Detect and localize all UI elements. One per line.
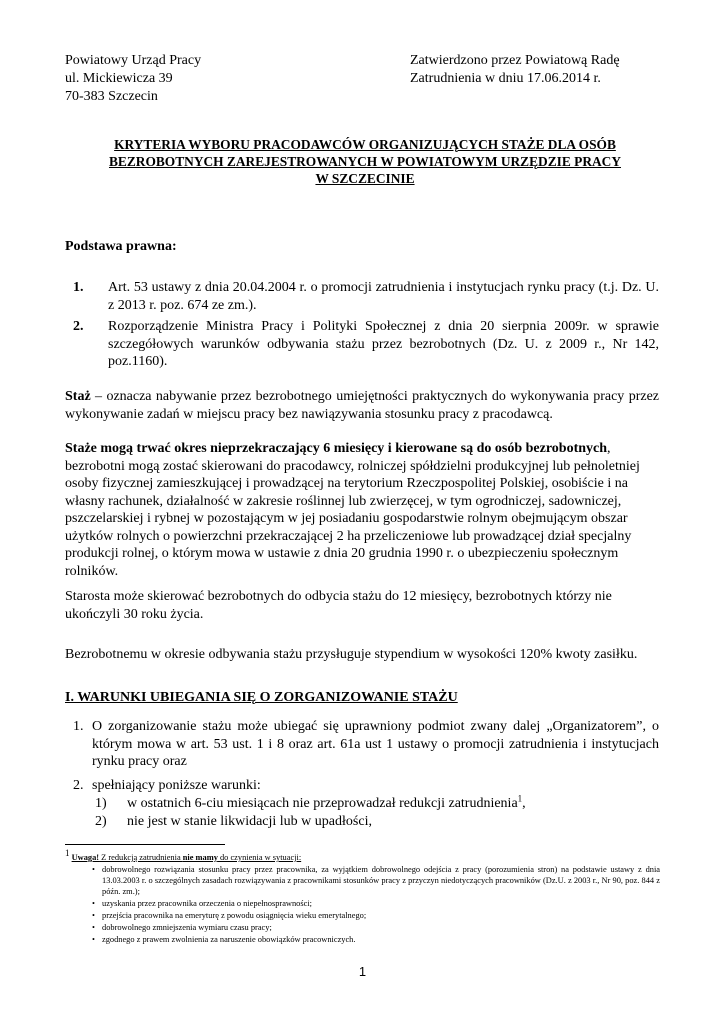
subcondition-1-comma: , [522,796,526,811]
condition-number-2: 2. [73,778,84,793]
footnote-item: • zgodnego z prawem zwolnienia za naruszenie obowiązków pracowniczych. [92,935,660,946]
duration-paragraph [65,440,659,580]
approval-line-1: Zatwierdzono przez Powiatową Radę [410,53,620,68]
definition-text: – oznacza nabywanie przez bezrobotnego umiejętności praktycznych do wykonywania pracy przez wykonywanie zadań w miejscu pracy bez nawiązywania stosunku pracy z pracodawcą. [65,389,659,422]
office-address [65,52,201,106]
footnote-list [92,865,660,947]
condition-text-2: spełniający poniższe warunki: [92,778,261,793]
footnote-item: • przejścia pracownika na emeryturę z powodu osiągnięcia wieku emerytalnego; [92,911,660,922]
footnote-head-bold: nie mamy [182,853,218,862]
legal-basis-text-2: Rozporządzenie Ministra Pracy i Polityki Społecznej z dnia 20 sierpnia 2009r. w sprawie szczegółowych warunków odbywania stażu przez bezrobotnych (Dz. U. z 2009 r., Nr 142, poz.1160). [108,319,659,369]
definition-term: Staż [65,389,91,404]
starosta-paragraph: Starosta może skierować bezrobotnych do odbycia stażu do 12 miesięcy, bezrobotnych którzy nie ukończyli 30 roku życia. [65,589,612,622]
subcondition-text-2: nie jest w stanie likwidacji lub w upadłości, [127,814,372,829]
subcondition-number-2: 2) [95,814,107,829]
footnote-item: • dobrowolnego zmniejszenia wymiaru czasu pracy; [92,923,660,934]
footnote-head-text: Z redukcją zatrudnienia [99,853,183,862]
footnote-mark: 1 [65,848,70,859]
duration-text: , bezrobotni mogą zostać skierowani do pracodawcy, rolniczej spółdzielni produkcyjnej lub pełnoletniej osoby fizycznej zamieszkującej i prowadzącej na terytorium Rzeczpospolitej Polskiej, osobiście i na własny rachunek, działalność w zakresie roślinnej lub zwierzęcej, w tym ogrodniczej, sadowniczej, pszczelarskiej i rybnej w pozostającym w jej posiadaniu gospodarstwie rolnym obejmującym obszar użytków rolnych o powierzchni przekraczającej 2 ha przeliczeniowe lub prowadzącej dział specjalny produkcji rolnej, o którym mowa w ustawie z dnia 20 grudnia 1990 r. o ubezpieczeniu społecznym rolników. [65,441,640,579]
stipend-paragraph: Bezrobotnemu w okresie odbywania stażu przysługuje stypendium w wysokości 120% kwoty zasiłku. [65,647,638,662]
subcondition-1-text: w ostatnich 6-ciu miesiącach nie przeprowadzał redukcji zatrudnienia [127,796,518,811]
section-1-heading: I. WARUNKI UBIEGANIA SIĘ O ZORGANIZOWANIE STAŻU [65,690,458,705]
subcondition-number-1: 1) [95,796,107,811]
internship-definition [65,388,659,423]
footnote-warning: Uwaga! [71,853,100,862]
legal-basis-number-1: 1. [73,280,84,295]
approval-line-2: Zatrudnienia w dniu 17.06.2014 r. [410,71,601,86]
subcondition-text-1 [127,795,526,813]
approval-note [410,52,620,88]
office-city: 70-383 Szczecin [65,89,158,104]
footnote-item: • uzyskania przez pracownika orzeczenia o niepełnosprawności; [92,899,660,910]
condition-number-1: 1. [73,719,84,734]
footnote-heading [65,848,302,864]
office-name: Powiatowy Urząd Pracy [65,53,202,68]
footnote-item: • dobrowolnego rozwiązania stosunku pracy przez pracownika, za wyjątkiem dobrowolnego odejścia z pracy (porozumienia stron) na podstawie ustawy z dnia 13.03.2003 r. o szczególnych zasadach rozwiązywania z pracownikami stosunków pracy z przyczyn niedotyczących pracowników (Dz.U. z 2003 r., Nr 90, poz. 844 z późn. zm.); [92,865,660,897]
footnote-reference[interactable]: 1 [517,793,523,804]
title-line-2: BEZROBOTNYCH ZAREJESTROWANYCH W POWIATOWYM URZĘDZIE PRACY [108,154,621,169]
document-title [70,136,660,187]
title-line-3: W SZCZECINIE [315,171,415,186]
office-street: ul. Mickiewicza 39 [65,71,173,86]
legal-basis-number-2: 2. [73,319,84,334]
duration-bold: Staże mogą trwać okres nieprzekraczający 6 miesięcy i kierowane są do osób bezrobotnych [65,441,608,456]
legal-basis-heading: Podstawa prawna: [65,239,177,254]
page-number: 1 [358,964,367,979]
title-line-1: KRYTERIA WYBORU PRACODAWCÓW ORGANIZUJĄCYCH STAŻE DLA OSÓB [114,137,616,152]
footnote-head-end: do czynienia w sytuacji: [217,853,302,862]
footnote-separator [65,844,225,845]
condition-text-1: O zorganizowanie stażu może ubiegać się uprawniony podmiot zwany dalej „Organizatorem”, o którym mowa w art. 53 ust. 1 i 8 oraz art. 61a ust 1 ustawy o promocji zatrudnienia i instytucjach rynku pracy oraz [92,719,659,769]
legal-basis-text-1: Art. 53 ustawy z dnia 20.04.2004 r. o promocji zatrudnienia i instytucjach rynku pracy (t.j. Dz. U. z 2013 r. poz. 674 ze zm.). [108,280,659,313]
